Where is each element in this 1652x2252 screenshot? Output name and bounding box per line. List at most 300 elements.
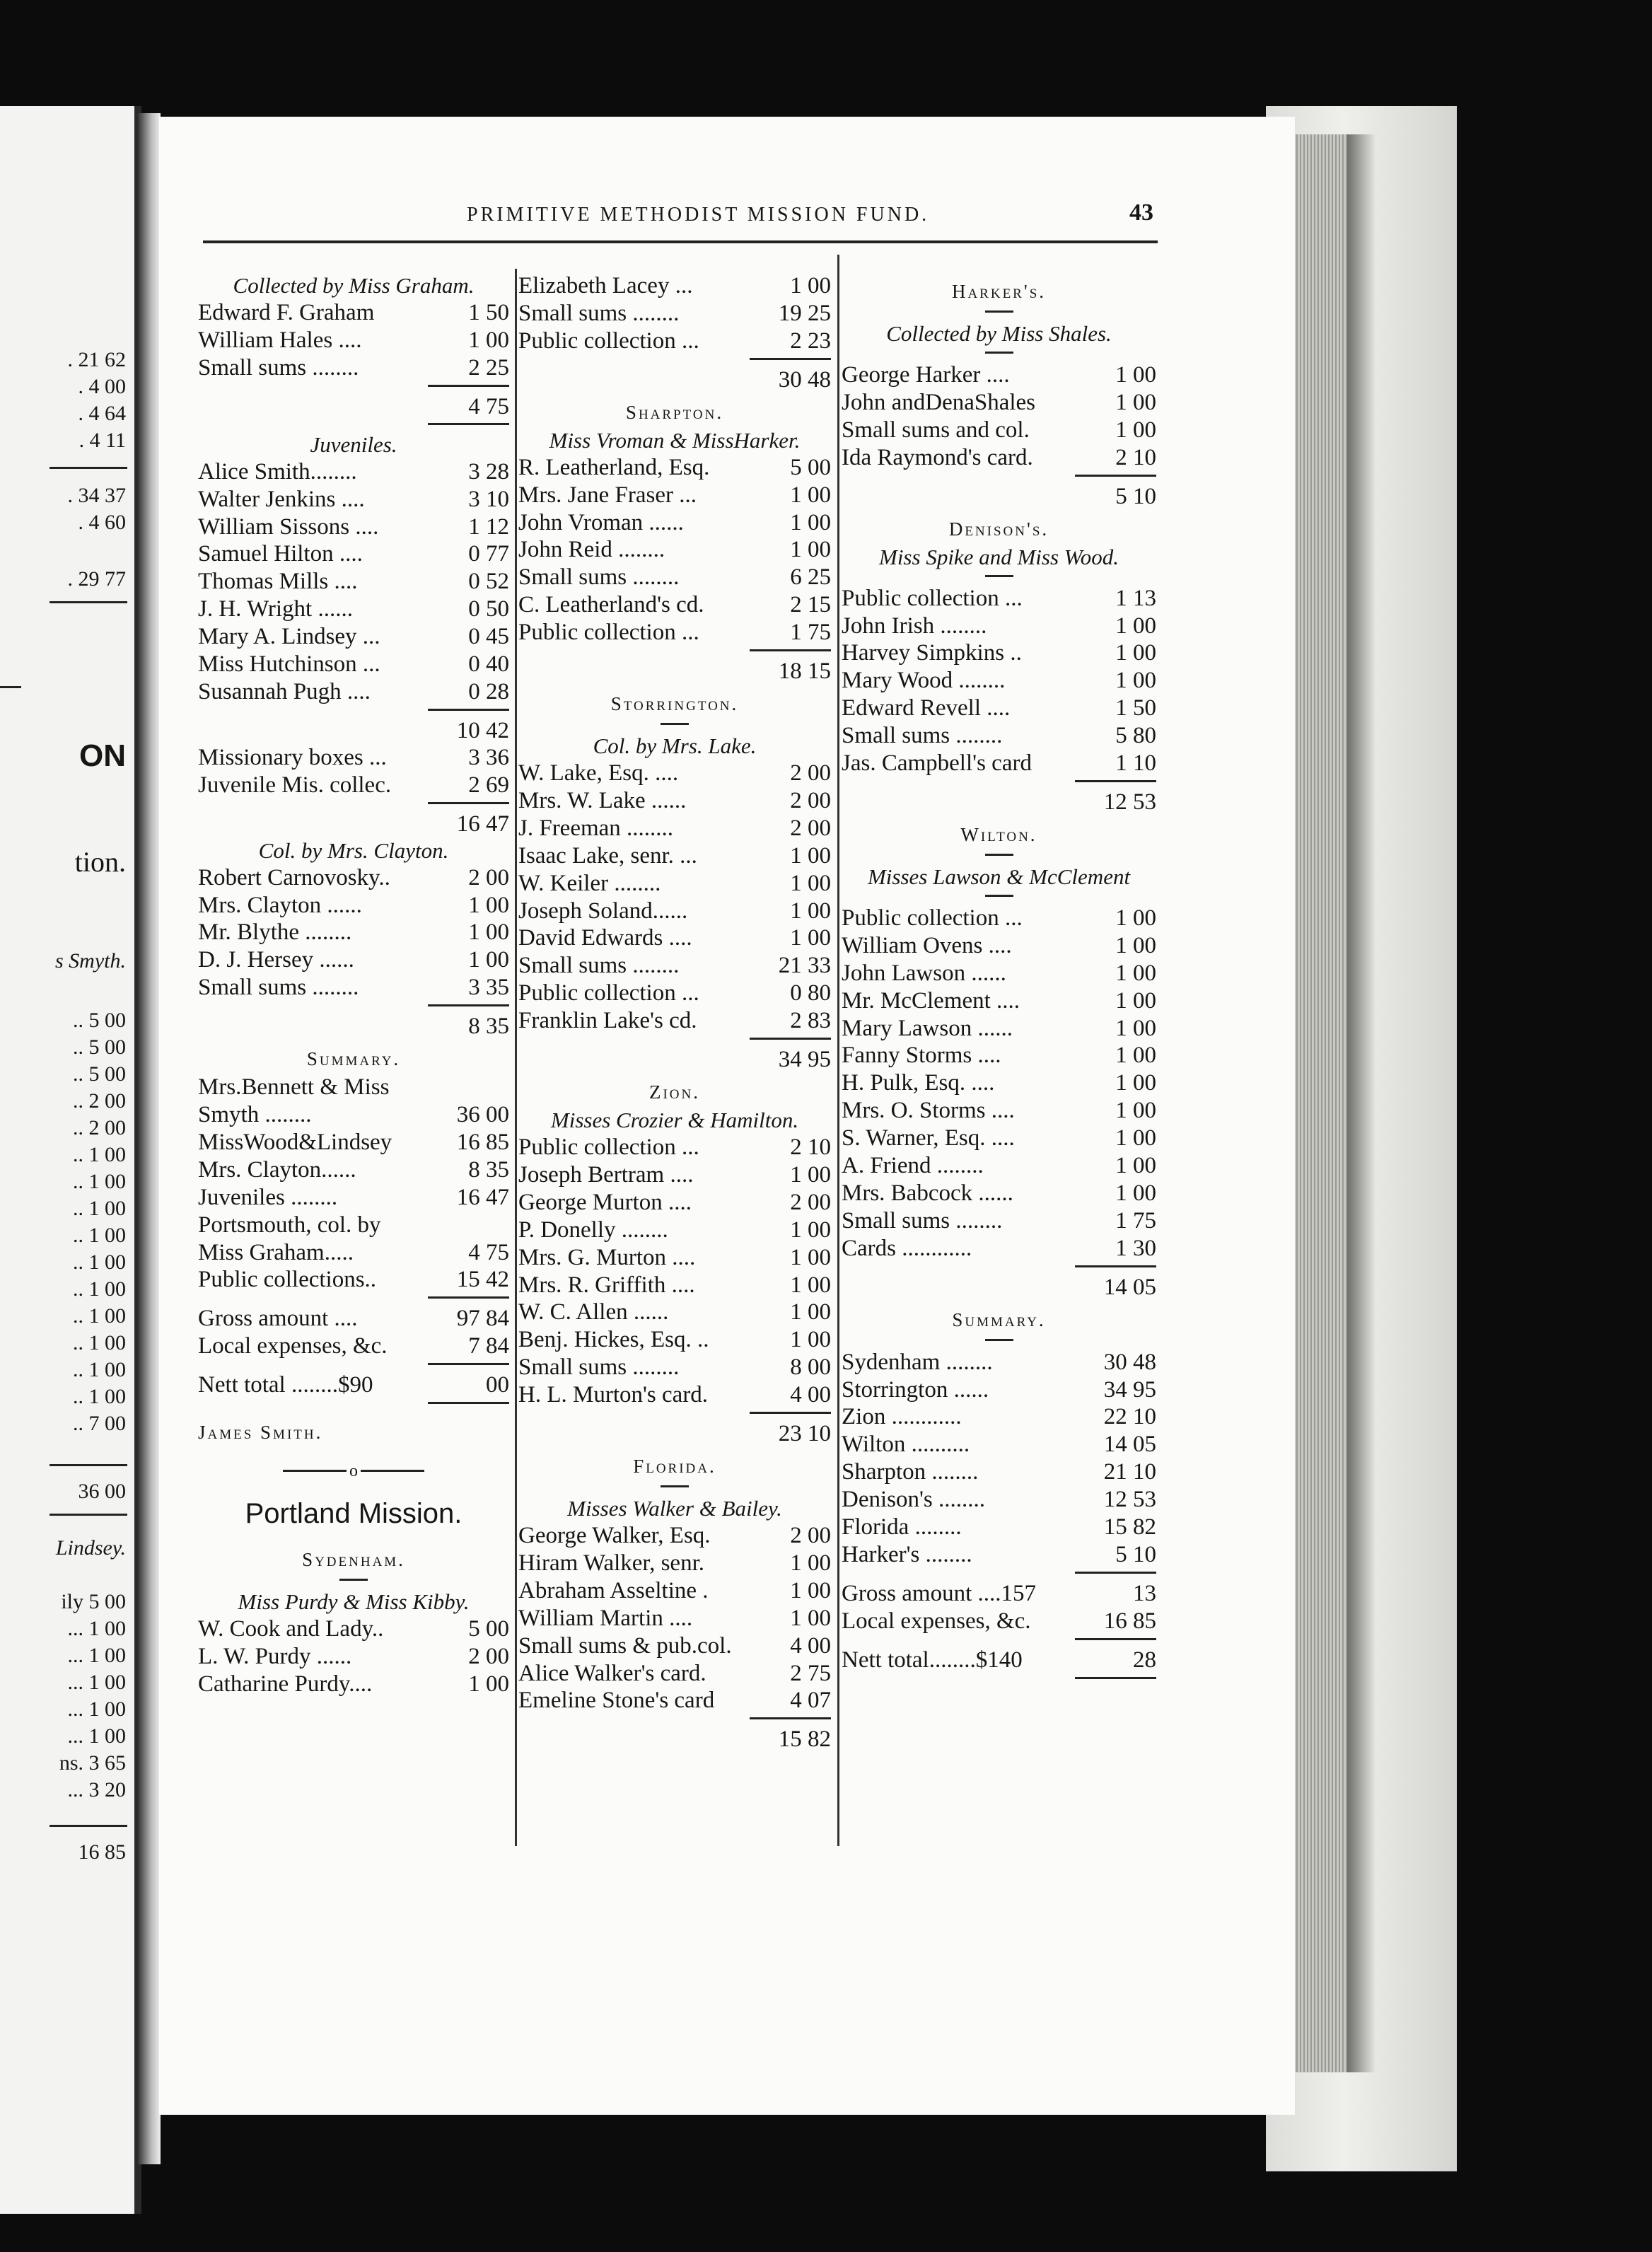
left-page-text: ... 3 20	[67, 1778, 126, 1801]
entry-amount: 3 35	[468, 975, 509, 1001]
total-rule	[428, 1402, 509, 1404]
total-rule	[428, 1363, 509, 1365]
entry-amount: 1 75	[790, 620, 831, 646]
entry-amount: 0 80	[790, 980, 831, 1006]
ornament-rule	[269, 1456, 438, 1485]
entry-amount: 1 50	[468, 300, 509, 325]
entry-name: Nett total........$140	[842, 1647, 1023, 1673]
entry-name: Catharine Purdy....	[198, 1671, 373, 1697]
total-rule	[1075, 1572, 1156, 1574]
entry-amount: 28	[1133, 1647, 1156, 1673]
short-dash	[985, 1339, 1013, 1341]
entry-name: Mrs. Babcock ......	[842, 1180, 1013, 1206]
left-page-text: .. 1 00	[73, 1358, 126, 1381]
entry-name: D. J. Hersey ......	[198, 947, 354, 973]
left-page-text: ON	[79, 738, 126, 773]
subtotal-amount: 18 15	[778, 658, 831, 684]
entry-amount: 3 28	[468, 458, 509, 484]
entry-name: John andDenaShales	[842, 389, 1036, 415]
subtotal-amount: 30 48	[778, 366, 831, 393]
entry-amount: 1 00	[1115, 1125, 1156, 1151]
entry-amount: 1 00	[1115, 640, 1156, 666]
entry-name: S. Warner, Esq. ....	[842, 1125, 1015, 1151]
left-page-text: ... 1 00	[67, 1671, 126, 1694]
short-dash	[985, 854, 1013, 856]
entry-amount: 2 25	[468, 354, 509, 381]
entry-name: Isaac Lake, senr. ...	[518, 842, 697, 869]
entry-name: John Lawson ......	[842, 960, 1006, 986]
entry-amount: 2 00	[790, 760, 831, 786]
entry-amount: 1 00	[1115, 613, 1156, 639]
entry-amount: 2 15	[790, 592, 831, 618]
entry-amount: 0 40	[468, 651, 509, 677]
subtotal-amount: 34 95	[778, 1047, 831, 1072]
entry-amount: 2 00	[790, 787, 831, 813]
collector-heading: Misses Crozier & Hamilton.	[550, 1108, 799, 1132]
entry-name: Sharpton ........	[842, 1459, 979, 1485]
left-page-text: .. 1 00	[73, 1224, 126, 1247]
entry-amount: 1 00	[1115, 1180, 1156, 1206]
entry-name: Mary Wood ........	[842, 668, 1006, 694]
ornament-line	[361, 1470, 424, 1472]
left-rule	[50, 1825, 127, 1827]
short-dash	[985, 575, 1013, 577]
entry-amount: 2 75	[790, 1660, 831, 1686]
collector-heading: Miss Purdy & Miss Kibby.	[238, 1589, 470, 1614]
left-page-text: .. 5 00	[73, 1035, 126, 1059]
entry-amount: 2 00	[468, 864, 509, 890]
entry-amount: 0 45	[468, 624, 509, 650]
entry-name: Cards ............	[842, 1235, 972, 1261]
entry-name: Mrs. Clayton ......	[198, 892, 362, 918]
entry-amount: 5 00	[468, 1616, 509, 1642]
entry-name: Small sums ........	[518, 564, 680, 591]
entry-amount: 4 00	[790, 1382, 831, 1408]
entry-name: Robert Carnovosky..	[198, 864, 390, 890]
entry-name: A. Friend ........	[842, 1153, 984, 1178]
entry-amount: 00	[486, 1372, 509, 1398]
short-dash	[985, 352, 1013, 354]
entry-amount: 1 00	[790, 925, 831, 951]
left-rule	[50, 1464, 127, 1466]
entry-amount: 12 53	[1103, 1487, 1156, 1513]
entry-name: George Murton ....	[518, 1189, 692, 1215]
entry-amount: 0 77	[468, 541, 509, 567]
column-divider-1	[515, 269, 517, 1846]
entry-amount: 2 00	[790, 1523, 831, 1548]
section-heading: Sydenham.	[302, 1549, 405, 1570]
book-gutter	[138, 113, 161, 2164]
entry-amount: 1 12	[468, 513, 509, 540]
total-rule	[750, 358, 831, 360]
total-rule	[1075, 475, 1156, 477]
entry-name: W. Cook and Lady..	[198, 1616, 384, 1642]
entry-name: George Walker, Esq.	[518, 1523, 711, 1548]
subtotal-amount: 16 47	[456, 811, 509, 837]
entry-name: David Edwards ....	[518, 925, 692, 951]
left-page-text: Lindsey.	[55, 1536, 126, 1560]
entry-amount: 1 30	[1115, 1235, 1156, 1261]
entry-amount: 1 00	[1115, 1070, 1156, 1096]
entry-name: W. C. Allen ......	[518, 1299, 669, 1325]
entry-name: Zion ............	[842, 1404, 962, 1430]
total-rule	[428, 802, 509, 804]
page-edge-shadow	[1347, 134, 1375, 2072]
entry-name: Joseph Bertram ....	[518, 1161, 694, 1188]
collector-heading: Miss Vroman & MissHarker.	[549, 427, 801, 453]
entry-name: Local expenses, &c.	[198, 1333, 388, 1359]
total-rule	[750, 1717, 831, 1719]
entry-name: P. Donelly ........	[518, 1217, 668, 1243]
collector-heading: Misses Lawson & McClement	[867, 864, 1131, 889]
left-page-text: ily 5 00	[61, 1590, 126, 1613]
entry-amount: 1 13	[1115, 585, 1156, 611]
entry-name: Ida Raymond's card.	[842, 444, 1033, 470]
collector-heading: Collected by Miss Graham.	[233, 273, 475, 298]
collector-heading: Collected by Miss Shales.	[886, 321, 1112, 346]
entry-amount: 0 50	[468, 596, 509, 622]
entry-amount: 1 00	[1115, 389, 1156, 415]
entry-amount: 36 00	[456, 1102, 509, 1127]
entry-name: Mrs. Clayton......	[198, 1156, 356, 1183]
total-rule	[1075, 1677, 1156, 1679]
entry-amount: 1 00	[1115, 417, 1156, 443]
entry-name: George Harker ....	[842, 362, 1010, 388]
left-page-text: . 21 62	[67, 348, 126, 371]
entry-amount: 1 00	[1115, 1153, 1156, 1178]
entry-amount: 1 10	[1115, 750, 1156, 776]
entry-name: Florida ........	[842, 1514, 962, 1540]
entry-amount: 2 00	[790, 815, 831, 841]
entry-amount: 1 00	[468, 947, 509, 973]
entry-amount: 3 36	[468, 744, 509, 770]
entry-amount: 16 85	[456, 1129, 509, 1155]
entry-amount: 1 00	[1115, 1015, 1156, 1041]
entry-name: Mr. McClement ....	[842, 987, 1020, 1014]
entry-amount: 1 00	[468, 1671, 509, 1697]
entry-amount: 15 82	[1103, 1514, 1156, 1540]
entry-name: John Irish ........	[842, 613, 987, 639]
entry-name: Public collection ...	[518, 1134, 699, 1160]
running-head: PRIMITIVE METHODIST MISSION FUND.	[467, 204, 930, 226]
entry-name: Walter Jenkins ....	[198, 486, 365, 512]
entry-name: Public collection ...	[842, 905, 1023, 931]
entry-name: Samuel Hilton ....	[198, 541, 363, 567]
entry-amount: 1 75	[1115, 1207, 1156, 1234]
entry-amount: 8 35	[468, 1156, 509, 1183]
entry-amount: 1 00	[1115, 1043, 1156, 1069]
left-page-text: .. 2 00	[73, 1116, 126, 1139]
section-heading: Wilton.	[960, 823, 1037, 845]
total-rule	[428, 423, 509, 425]
collector-heading: Misses Walker & Bailey.	[567, 1496, 782, 1521]
total-rule	[1075, 1265, 1156, 1267]
entry-name: Juveniles ........	[198, 1184, 338, 1210]
entry-amount: 1 00	[790, 1217, 831, 1243]
entry-name: Public collection ...	[518, 980, 699, 1006]
left-page-text: .. 1 00	[73, 1277, 126, 1301]
subtotal-amount: 23 10	[778, 1421, 831, 1446]
section-heading: Summary.	[306, 1048, 401, 1070]
entry-name: Public collection ...	[518, 620, 699, 646]
entry-amount: 2 23	[790, 327, 831, 354]
entry-name: Mrs. Jane Fraser ...	[518, 482, 697, 508]
entry-name: Mary A. Lindsey ...	[198, 624, 380, 650]
entry-amount: 21 10	[1103, 1459, 1156, 1485]
signature: James Smith.	[198, 1422, 323, 1443]
entry-name: Small sums ........	[518, 300, 680, 326]
left-short-rule	[0, 686, 21, 688]
left-page-text: ns. 3 65	[59, 1751, 126, 1775]
left-page-text: .. 7 00	[73, 1412, 126, 1435]
subtotal-amount: 15 82	[778, 1726, 831, 1753]
entry-name: Missionary boxes ...	[198, 744, 387, 770]
entry-name: Edward F. Graham	[198, 300, 375, 325]
left-page-text: .. 1 00	[73, 1197, 126, 1220]
entry-name: William Martin ....	[518, 1605, 693, 1631]
entry-name: Mrs. O. Storms ....	[842, 1098, 1015, 1124]
left-page-text: .. 1 00	[73, 1331, 126, 1354]
entry-name: Storrington ......	[842, 1376, 989, 1403]
entry-name: Small sums & pub.col.	[518, 1632, 732, 1659]
entry-amount: 1 00	[1115, 668, 1156, 694]
left-page-text: . 34 37	[67, 484, 126, 507]
left-page-text: 36 00	[78, 1480, 126, 1503]
entry-amount: 4 00	[790, 1632, 831, 1659]
entry-amount: 1 00	[1115, 960, 1156, 986]
left-rule	[50, 467, 127, 469]
short-dash	[985, 895, 1013, 897]
left-page-text: . 4 11	[78, 429, 126, 452]
entry-amount: 7 84	[468, 1333, 509, 1359]
entry-amount: 16 47	[456, 1184, 509, 1210]
entry-amount: 1 00	[790, 1327, 831, 1353]
entry-amount: 21 33	[778, 953, 831, 979]
entry-name: Franklin Lake's cd.	[518, 1008, 697, 1034]
entry-amount: 15 42	[456, 1267, 509, 1293]
entry-name: John Vroman ......	[518, 509, 684, 535]
entry-name: Small sums ........	[518, 953, 680, 979]
entry-name: Small sums ........	[198, 975, 359, 1001]
entry-amount: 4 07	[790, 1688, 831, 1714]
entry-name: C. Leatherland's cd.	[518, 592, 704, 618]
left-page-text: ... 1 00	[67, 1644, 126, 1667]
entry-name: Mary Lawson ......	[842, 1015, 1013, 1041]
total-rule	[428, 1296, 509, 1299]
entry-amount: 16 85	[1103, 1608, 1156, 1634]
entry-amount: 1 50	[1115, 695, 1156, 721]
total-rule	[1075, 780, 1156, 782]
entry-name: John Reid ........	[518, 537, 665, 563]
entry-amount: 3 10	[468, 486, 509, 512]
section-heading: Storrington.	[610, 693, 739, 714]
mission-title: Portland Mission.	[245, 1498, 463, 1529]
entry-amount: 1 00	[790, 1299, 831, 1325]
entry-name: Joseph Soland......	[518, 898, 688, 924]
entry-amount: 1 00	[790, 1550, 831, 1576]
entry-name: Small sums ........	[518, 1354, 680, 1381]
section-heading: Denison's.	[948, 518, 1049, 540]
entry-amount: 5 00	[790, 454, 831, 480]
entry-amount: 1 00	[790, 537, 831, 563]
left-page-text: . 4 60	[78, 511, 126, 534]
entry-name: Thomas Mills ....	[198, 569, 358, 595]
entry-name: Sydenham ........	[842, 1349, 993, 1375]
entry-name: Wilton ..........	[842, 1432, 970, 1458]
entry-amount: 5 10	[1115, 1541, 1156, 1567]
left-rule	[50, 601, 127, 603]
left-page-text: s Smyth.	[55, 949, 126, 973]
total-rule	[428, 1004, 509, 1006]
entry-amount: 1 00	[1115, 987, 1156, 1014]
entry-amount: 1 00	[468, 919, 509, 946]
entry-amount: 1 00	[790, 870, 831, 896]
ornament-line	[283, 1470, 347, 1472]
entry-amount: 2 69	[468, 772, 509, 798]
entry-name: Harker's ........	[842, 1541, 972, 1567]
total-rule	[428, 709, 509, 711]
short-dash	[339, 1579, 368, 1581]
entry-name: Elizabeth Lacey ...	[518, 273, 693, 298]
entry-name: H. L. Murton's card.	[518, 1382, 709, 1408]
entry-name: Emeline Stone's card	[518, 1688, 715, 1714]
entry-amount: 1 00	[1115, 905, 1156, 931]
entry-name: Harvey Simpkins ..	[842, 640, 1022, 666]
entry-amount: 2 83	[790, 1008, 831, 1034]
entry-name: Mrs. W. Lake ......	[518, 787, 687, 813]
entry-name: Smyth ........	[198, 1102, 312, 1127]
left-page-fragment	[0, 106, 141, 2214]
entry-amount: 1 00	[790, 482, 831, 508]
section-heading: Sharpton.	[625, 401, 724, 423]
entry-name: Denison's ........	[842, 1487, 986, 1513]
left-page-text: .. 1 00	[73, 1304, 126, 1328]
entry-amount: 1 00	[1115, 362, 1156, 388]
collector-heading: Juveniles.	[310, 431, 397, 457]
short-dash	[661, 1485, 689, 1487]
section-heading: Harker's.	[951, 281, 1047, 302]
total-rule	[1075, 1638, 1156, 1640]
subtotal-amount: 4 75	[468, 393, 509, 419]
entry-name: Small sums and col.	[842, 417, 1030, 443]
entry-name: Mr. Blythe ........	[198, 919, 352, 946]
entry-name: Hiram Walker, senr.	[518, 1550, 705, 1576]
entry-name: Gross amount ....157	[842, 1580, 1036, 1606]
entry-name: Local expenses, &c.	[842, 1608, 1031, 1634]
entry-amount: 1 00	[790, 1244, 831, 1270]
entry-name: William Ovens ....	[842, 932, 1012, 958]
entry-name: Alice Walker's card.	[518, 1660, 706, 1686]
header-rule	[203, 240, 1158, 243]
left-page-text: . 4 64	[78, 402, 126, 425]
left-page-text: ... 1 00	[67, 1724, 126, 1748]
left-page-text: ... 1 00	[67, 1697, 126, 1721]
entry-amount: 2 00	[468, 1643, 509, 1669]
left-page-text: ... 1 00	[67, 1617, 126, 1640]
entry-name: Small sums ........	[198, 354, 359, 381]
entry-name: L. W. Purdy ......	[198, 1643, 352, 1669]
page-number: 43	[1129, 199, 1153, 226]
section-heading: Summary.	[952, 1308, 1046, 1330]
entry-name: W. Keiler ........	[518, 870, 661, 896]
entry-name: Small sums ........	[842, 723, 1003, 749]
entry-name: Public collection ...	[518, 327, 699, 354]
subtotal-amount: 12 53	[1103, 789, 1156, 815]
entry-amount: 30 48	[1103, 1349, 1156, 1375]
collector-heading: Col. by Mrs. Clayton.	[258, 837, 449, 863]
entry-amount: 97 84	[456, 1306, 509, 1332]
short-dash	[661, 723, 689, 725]
entry-amount: 1 00	[790, 898, 831, 924]
left-page-text: .. 1 00	[73, 1385, 126, 1408]
total-rule	[750, 1412, 831, 1414]
left-page-text: .. 2 00	[73, 1089, 126, 1113]
entry-name: William Sissons ....	[198, 513, 379, 540]
entry-amount: 1 00	[1115, 1098, 1156, 1124]
entry-amount: 1 00	[1115, 932, 1156, 958]
entry-name: Small sums ........	[842, 1207, 1003, 1234]
entry-amount: 2 00	[790, 1189, 831, 1215]
subtotal-amount: 8 35	[468, 1014, 509, 1040]
entry-name: R. Leatherland, Esq.	[518, 454, 710, 480]
entry-name: H. Pulk, Esq. ....	[842, 1070, 995, 1096]
section-heading: Zion.	[648, 1081, 700, 1103]
entry-name: Nett total ........$90	[198, 1372, 373, 1398]
entry-amount: 8 00	[790, 1354, 831, 1381]
entry-name: Edward Revell ....	[842, 695, 1011, 721]
entry-amount: 1 00	[790, 509, 831, 535]
entry-name: Juvenile Mis. collec.	[198, 772, 392, 798]
entry-amount: 1 00	[790, 1577, 831, 1603]
entry-amount: 5 80	[1115, 723, 1156, 749]
total-rule	[750, 649, 831, 651]
left-rule	[50, 1514, 127, 1516]
left-page-text: .. 1 00	[73, 1170, 126, 1193]
left-page-text: .. 5 00	[73, 1062, 126, 1086]
entry-amount: 19 25	[778, 300, 831, 326]
left-page-text: .. 5 00	[73, 1009, 126, 1032]
collector-heading: Miss Spike and Miss Wood.	[879, 544, 1119, 569]
entry-amount: 2 10	[790, 1134, 831, 1160]
entry-name: Fanny Storms ....	[842, 1043, 1001, 1069]
column-divider-2	[837, 255, 839, 1846]
entry-name: Abraham Asseltine .	[518, 1577, 709, 1603]
entry-amount: 1 00	[790, 1605, 831, 1631]
entry-name: Mrs. G. Murton ....	[518, 1244, 696, 1270]
section-heading: Florida.	[633, 1456, 716, 1477]
entry-name: Alice Smith........	[198, 458, 357, 484]
entry-name: William Hales ....	[198, 327, 362, 353]
left-page-text: 16 85	[78, 1840, 126, 1864]
left-page-text: tion.	[74, 846, 126, 878]
entry-amount: 6 25	[790, 564, 831, 591]
entry-amount: 0 52	[468, 569, 509, 595]
entry-amount: 1 00	[790, 273, 831, 298]
short-dash	[985, 310, 1013, 313]
entry-name: Public collections..	[198, 1267, 377, 1293]
entry-amount: 4 75	[468, 1239, 509, 1265]
entry-amount: 13	[1133, 1580, 1156, 1606]
entry-amount: 0 28	[468, 678, 509, 704]
left-page-text: .. 1 00	[73, 1250, 126, 1274]
entry-amount: 1 00	[790, 1161, 831, 1188]
page-edges-texture	[1294, 134, 1347, 2072]
entry-name: J. Freeman ........	[518, 815, 674, 841]
entry-name: Public collection ...	[842, 585, 1023, 611]
entry-amount: 1 00	[468, 327, 509, 353]
collector-heading: Col. by Mrs. Lake.	[593, 733, 757, 758]
entry-amount: 14 05	[1103, 1432, 1156, 1458]
